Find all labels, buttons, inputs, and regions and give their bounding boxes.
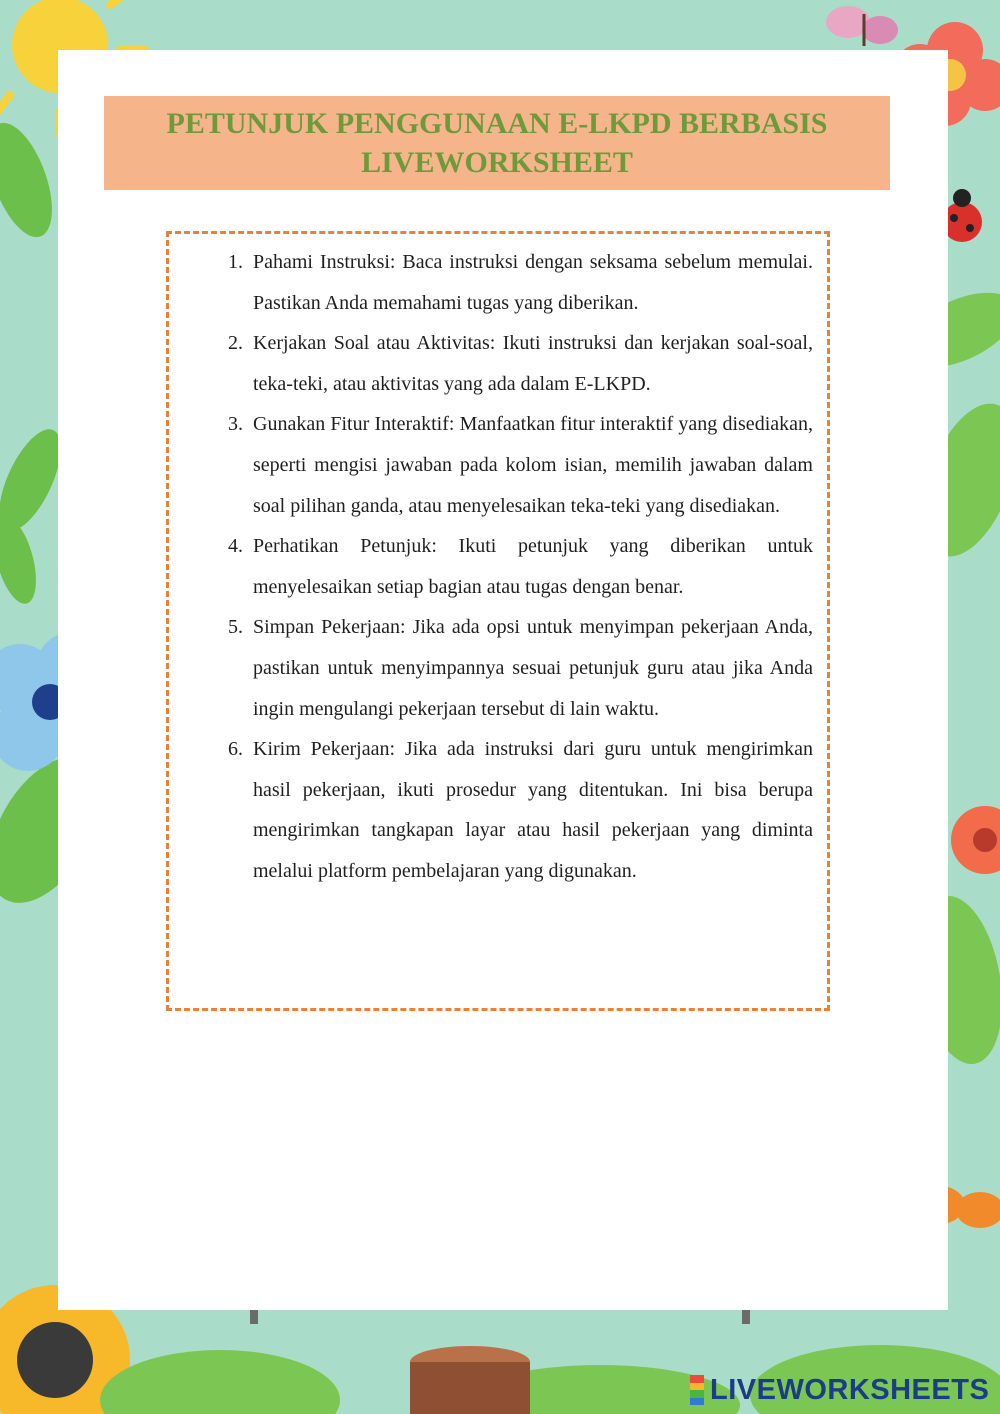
liveworksheets-mark-icon (690, 1375, 704, 1405)
butterfly-icon (826, 6, 898, 46)
ladybug-icon (942, 189, 982, 242)
title-banner (104, 96, 890, 190)
list-item (179, 242, 813, 323)
step-number: 6. (228, 738, 243, 761)
step-number: 2. (228, 332, 243, 355)
step-number: 5. (228, 616, 243, 639)
step-text: Pahami Instruksi: Baca instruksi dengan seksama sebelum memulai. Pastikan Anda memahami tugas yang diberikan. (253, 251, 813, 314)
instructions-box (166, 231, 830, 1011)
step-number: 1. (228, 251, 243, 273)
step-text: Simpan Pekerjaan: Jika ada opsi untuk menyimpan pekerjaan Anda, pastikan untuk menyimpannya sesuai petunjuk guru atau jika Anda ingin mengulangi pekerjaan tersebut di lain waktu. (253, 616, 813, 720)
list-item (179, 729, 813, 891)
orange-flower-icon (951, 806, 1000, 874)
list-item (179, 323, 813, 404)
list-item (179, 404, 813, 526)
step-number: 3. (228, 413, 243, 436)
logo-text: LIVEWORKSHEETS (710, 1373, 990, 1406)
list-item (179, 526, 813, 607)
step-text: Perhatikan Petunjuk: Ikuti petunjuk yang diberikan untuk menyelesaikan setiap bagian atau tugas dengan benar. (253, 535, 813, 598)
step-text: Kirim Pekerjaan: Jika ada instruksi dari guru untuk mengirimkan hasil pekerjaan, ikuti prosedur yang ditentukan. Ini bisa berupa mengirimkan tangkapan layar atau hasil pekerjaan yang diminta melalui platform pembelajaran yang digunakan. (253, 738, 813, 882)
step-text: Gunakan Fitur Interaktif: Manfaatkan fitur interaktif yang disediakan, seperti mengisi jawaban pada kolom isian, memilih jawaban dalam soal pilihan ganda, atau menyelesaikan teka-teki yang disediakan. (253, 413, 813, 517)
step-text: Kerjakan Soal atau Aktivitas: Ikuti instruksi dan kerjakan soal-soal, teka-teki, atau aktivitas yang ada dalam E-LKPD. (253, 332, 813, 395)
page-title: PETUNJUK PENGGUNAAN E-LKPD BERBASIS LIVEWORKSHEET (166, 107, 828, 179)
step-number: 4. (228, 535, 243, 558)
list-item (179, 607, 813, 729)
liveworksheets-logo (690, 1372, 989, 1408)
instructions-list (169, 234, 827, 892)
